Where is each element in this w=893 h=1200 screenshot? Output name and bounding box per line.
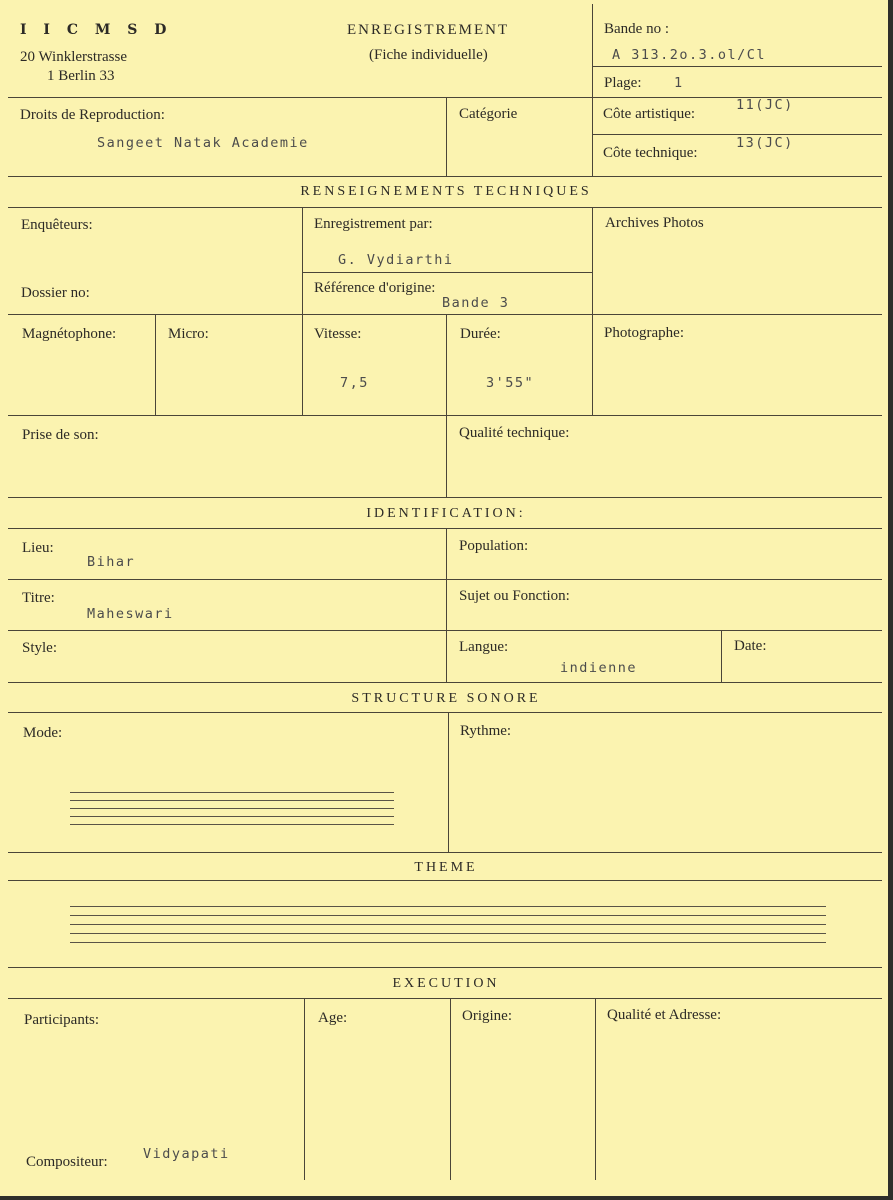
- col-divider-bande: [592, 4, 593, 176]
- sujet-label: Sujet ou Fonction:: [459, 588, 570, 604]
- col-divider-archives: [592, 207, 593, 415]
- archives-photos-label: Archives Photos: [605, 215, 704, 231]
- compositeur-label: Compositeur:: [26, 1154, 108, 1170]
- mode-staff-line: [70, 808, 394, 809]
- theme-staff-line: [70, 942, 826, 943]
- date-label: Date:: [734, 638, 767, 654]
- structure-section-title: STRUCTURE SONORE: [351, 691, 541, 706]
- theme-section-title: THEME: [414, 860, 478, 875]
- technical-section-title: RENSEIGNEMENTS TECHNIQUES: [300, 184, 592, 199]
- col-divider-date: [721, 630, 722, 682]
- population-label: Population:: [459, 538, 529, 554]
- bande-value: A 313.2o.3.ol/Cl: [612, 47, 767, 63]
- qualite-adresse-label: Qualité et Adresse:: [607, 1007, 722, 1023]
- row-divider-prise: [8, 497, 882, 498]
- origine-label: Origine:: [462, 1008, 512, 1024]
- langue-value: indienne: [560, 660, 638, 676]
- col-divider-age: [304, 998, 305, 1180]
- col-divider-origine: [450, 998, 451, 1180]
- titre-label: Titre:: [22, 590, 55, 606]
- micro-label: Micro:: [168, 326, 209, 342]
- form-subtitle: (Fiche individuelle): [369, 47, 488, 63]
- theme-staff-line: [70, 933, 826, 934]
- col-divider-enreg: [302, 207, 303, 415]
- titre-value: Maheswari: [87, 606, 174, 622]
- col-divider-qualite-adresse: [595, 998, 596, 1180]
- cote-artistique-value: 11(JC): [736, 97, 794, 113]
- photographe-label: Photographe:: [604, 325, 684, 341]
- mode-staff-line: [70, 816, 394, 817]
- style-label: Style:: [22, 640, 58, 656]
- droits-label: Droits de Reproduction:: [20, 107, 165, 123]
- rythme-label: Rythme:: [460, 723, 512, 739]
- enqueteurs-label: Enquêteurs:: [21, 217, 93, 233]
- row-divider-style: [8, 682, 882, 683]
- plage-label: Plage:: [604, 75, 642, 91]
- row-divider-rights: [8, 176, 882, 177]
- col-divider-population: [446, 528, 447, 682]
- droits-value: Sangeet Natak Academie: [97, 135, 309, 151]
- categorie-label: Catégorie: [459, 106, 518, 122]
- col-divider-qualite: [446, 415, 447, 497]
- mode-staff-line: [70, 800, 394, 801]
- row-divider-vitesse: [8, 415, 882, 416]
- duree-label: Durée:: [460, 326, 501, 342]
- theme-staff-line: [70, 924, 826, 925]
- lieu-value: Bihar: [87, 554, 136, 570]
- lieu-label: Lieu:: [22, 540, 54, 556]
- mode-label: Mode:: [23, 725, 63, 741]
- col-divider-categorie: [446, 97, 447, 176]
- row-divider-titre: [8, 630, 882, 631]
- bande-label: Bande no :: [604, 21, 669, 37]
- institute-address-line2: 1 Berlin 33: [47, 68, 115, 84]
- enregistrement-par-value: G. Vydiarthi: [338, 252, 454, 268]
- plage-value: 1: [674, 75, 684, 91]
- institute-address-line1: 20 Winklerstrasse: [20, 49, 128, 65]
- vitesse-label: Vitesse:: [314, 326, 362, 342]
- magnetophone-label: Magnétophone:: [22, 326, 117, 342]
- row-divider-dossier: [8, 314, 882, 315]
- row-divider-enreg: [302, 272, 592, 273]
- vitesse-value: 7,5: [340, 375, 369, 391]
- row-divider-theme-title: [8, 880, 882, 881]
- identification-section-title: IDENTIFICATION:: [366, 506, 526, 521]
- institute-acronym: I I C M S D: [20, 22, 173, 38]
- cote-artistique-label: Côte artistique:: [603, 106, 696, 122]
- age-label: Age:: [318, 1010, 348, 1026]
- theme-staff-line: [70, 915, 826, 916]
- reference-label: Référence d'origine:: [314, 280, 436, 296]
- duree-value: 3'55": [486, 375, 535, 391]
- row-divider-mode: [8, 852, 882, 853]
- participants-label: Participants:: [24, 1012, 99, 1028]
- col-divider-micro: [155, 314, 156, 415]
- compositeur-value: Vidyapati: [143, 1146, 230, 1162]
- reference-value: Bande 3: [442, 295, 510, 311]
- cote-technique-value: 13(JC): [736, 135, 794, 151]
- dossier-label: Dossier no:: [21, 285, 90, 301]
- mode-staff-line: [70, 792, 394, 793]
- row-divider-struct-title: [8, 712, 882, 713]
- row-divider-bande: [592, 66, 882, 67]
- row-divider-theme: [8, 967, 882, 968]
- col-divider-rythme: [448, 712, 449, 852]
- enregistrement-par-label: Enregistrement par:: [314, 216, 433, 232]
- row-divider-exec-title: [8, 998, 882, 999]
- theme-staff-line: [70, 906, 826, 907]
- row-divider-lieu: [8, 579, 882, 580]
- row-divider-tech-title: [8, 207, 882, 208]
- qualite-technique-label: Qualité technique:: [459, 425, 570, 441]
- mode-staff-line: [70, 824, 394, 825]
- col-divider-duree: [446, 314, 447, 415]
- cote-technique-label: Côte technique:: [603, 145, 698, 161]
- execution-section-title: EXECUTION: [392, 976, 500, 991]
- form-title: ENREGISTREMENT: [347, 22, 510, 38]
- row-divider-ident-title: [8, 528, 882, 529]
- langue-label: Langue:: [459, 639, 509, 655]
- prise-de-son-label: Prise de son:: [22, 427, 99, 443]
